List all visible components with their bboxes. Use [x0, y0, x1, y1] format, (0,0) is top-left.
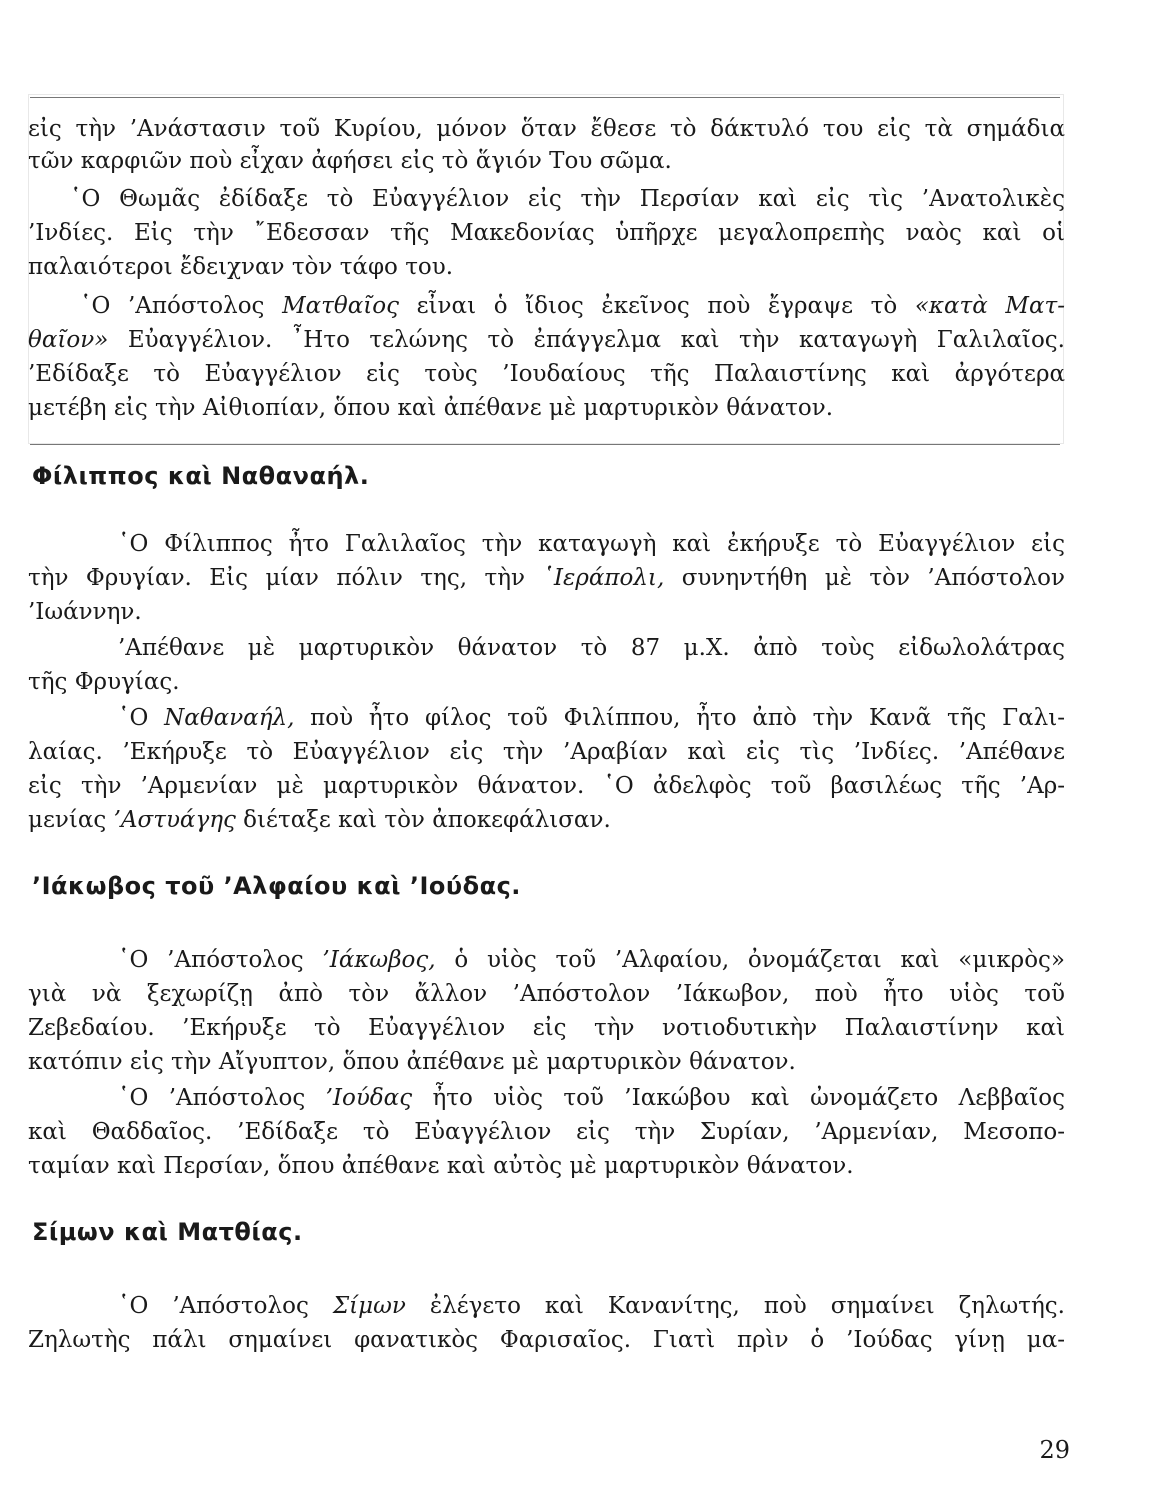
- text-line: εἰς τὴν ’Αρμενίαν μὲ μαρτυρικὸν θάνατον. ῾Ο ἀδελφὸς τοῦ βασιλέως τῆς ’Αρ-: [28, 773, 1065, 799]
- text-line: ’Ιωάννην.: [28, 599, 142, 625]
- section-heading: ’Ιάκωβος τοῦ ’Αλφαίου καὶ ’Ιούδας.: [32, 872, 521, 900]
- text-line: ῾Ο ’Απόστολος ’Ιάκωβος, ὁ υἱὸς τοῦ ’Αλφαίου, ὀνομάζεται καὶ «μικρὸς»: [118, 947, 1065, 973]
- page-number: 29: [1039, 1436, 1070, 1464]
- text-line: τῆς Φρυγίας.: [28, 669, 180, 695]
- text-line: ταμίαν καὶ Περσίαν, ὅπου ἀπέθανε καὶ αὐτὸς μὲ μαρτυρικὸν θάνατον.: [28, 1153, 854, 1179]
- section-heading: Φίλιππος καὶ Ναθαναήλ.: [32, 462, 370, 490]
- text-line: παλαιότεροι ἔδειχναν τὸν τάφο του.: [28, 254, 454, 280]
- text-line: γιὰ νὰ ξεχωρίζῃ ἀπὸ τὸν ἄλλον ’Απόστολον ’Ιάκωβον, ποὺ ἦτο υἱὸς τοῦ: [28, 981, 1065, 1007]
- text-line: λαίας. ’Εκήρυξε τὸ Εὐαγγέλιον εἰς τὴν ’Αραβίαν καὶ εἰς τὶς ’Ινδίες. ’Απέθανε: [28, 739, 1065, 765]
- text-line: ῾Ο Ναθαναήλ, ποὺ ἦτο φίλος τοῦ Φιλίππου, ἦτο ἀπὸ τὴν Κανᾶ τῆς Γαλι-: [118, 705, 1066, 731]
- text-line: μετέβη εἰς τὴν Αἰθιοπίαν, ὅπου καὶ ἀπέθανε μὲ μαρτυρικὸν θάνατον.: [28, 395, 834, 421]
- text-line: θαῖον» Εὐαγγέλιον. ῏Ητο τελώνης τὸ ἐπάγγελμα καὶ τὴν καταγωγὴ Γαλιλαῖος.: [28, 327, 1065, 353]
- text-line: ’Εδίδαξε τὸ Εὐαγγέλιον εἰς τοὺς ’Ιουδαίους τῆς Παλαιστίνης καὶ ἀργότερα: [28, 361, 1065, 387]
- text-line: ῾Ο Θωμᾶς ἐδίδαξε τὸ Εὐαγγέλιον εἰς τὴν Περσίαν καὶ εἰς τὶς ’Ανατολικὲς: [70, 186, 1065, 212]
- text-line: ῾Ο Φίλιππος ἦτο Γαλιλαῖος τὴν καταγωγὴ καὶ ἐκήρυξε τὸ Εὐαγγέλιον εἰς: [118, 531, 1065, 557]
- top-rule: [30, 97, 1060, 98]
- text-line: κατόπιν εἰς τὴν Αἴγυπτον, ὅπου ἀπέθανε μὲ μαρτυρικὸν θάνατον.: [28, 1049, 796, 1075]
- text-line: ’Ινδίες. Εἰς τὴν ῎Εδεσσαν τῆς Μακεδονίας ὑπῆρχε μεγαλοπρεπὴς ναὸς καὶ οἱ: [28, 220, 1065, 246]
- text-line: ῾Ο ’Απόστολος Σίμων ἐλέγετο καὶ Κανανίτης, ποὺ σημαίνει ζηλωτής.: [118, 1293, 1065, 1319]
- text-line: Ζηλωτὴς πάλι σημαίνει φανατικὸς Φαρισαῖος. Γιατὶ πρὶν ὁ ’Ιούδας γίνῃ μα-: [28, 1327, 1065, 1353]
- text-line: τὴν Φρυγίαν. Εἰς μίαν πόλιν της, τὴν ῾Ιεράπολι, συνηντήθη μὲ τὸν ’Απόστολον: [28, 565, 1065, 591]
- text-line: μενίας ’Αστυάγης διέταξε καὶ τὸν ἀποκεφάλισαν.: [28, 807, 611, 833]
- text-line: ’Απέθανε μὲ μαρτυρικὸν θάνατον τὸ 87 μ.Χ. ἀπὸ τοὺς εἰδωλολάτρας: [118, 635, 1065, 661]
- text-line: εἰς τὴν ’Ανάστασιν τοῦ Κυρίου, μόνον ὅταν ἔθεσε τὸ δάκτυλό του εἰς τὰ σημάδια: [28, 116, 1065, 142]
- section-heading: Σίμων καὶ Ματθίας.: [32, 1218, 303, 1246]
- text-line: Ζεβεδαίου. ’Εκήρυξε τὸ Εὐαγγέλιον εἰς τὴν νοτιοδυτικὴν Παλαιστίνην καὶ: [28, 1015, 1065, 1041]
- text-line: ῾Ο ’Απόστολος ’Ιούδας ἦτο υἱὸς τοῦ ’Ιακώβου καὶ ὠνομάζετο Λεββαῖος: [118, 1085, 1065, 1111]
- text-line: καὶ Θαδδαῖος. ’Εδίδαξε τὸ Εὐαγγέλιον εἰς τὴν Συρίαν, ’Αρμενίαν, Μεσοπο-: [28, 1119, 1065, 1145]
- section-rule: [30, 444, 1060, 445]
- text-line: ῾Ο ’Απόστολος Ματθαῖος εἶναι ὁ ἴδιος ἐκεῖνος ποὺ ἔγραψε τὸ «κατὰ Ματ-: [80, 293, 1065, 319]
- text-line: τῶν καρφιῶν ποὺ εἶχαν ἀφήσει εἰς τὸ ἅγιόν Του σῶμα.: [28, 148, 672, 174]
